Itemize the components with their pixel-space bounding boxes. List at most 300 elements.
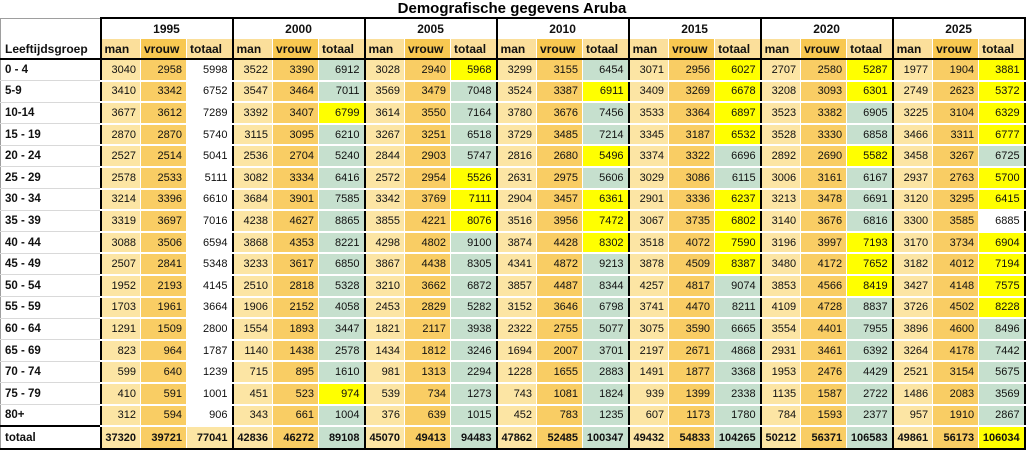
data-cell[interactable]: 2578: [319, 340, 365, 362]
data-cell[interactable]: 3554: [761, 318, 801, 340]
data-cell[interactable]: 3387: [537, 81, 583, 103]
data-cell[interactable]: 4868: [715, 340, 761, 362]
data-cell[interactable]: 3322: [669, 145, 715, 167]
data-cell[interactable]: 4341: [497, 253, 537, 275]
data-cell[interactable]: 3187: [669, 124, 715, 146]
data-cell[interactable]: 2322: [497, 318, 537, 340]
data-cell[interactable]: 2510: [233, 275, 273, 297]
col-header-vrouw-2005[interactable]: vrouw: [405, 39, 451, 59]
data-cell[interactable]: 3233: [233, 253, 273, 275]
data-cell[interactable]: 7194: [979, 253, 1025, 275]
data-cell[interactable]: 5240: [319, 145, 365, 167]
data-cell[interactable]: 743: [497, 383, 537, 405]
data-cell[interactable]: 7442: [979, 340, 1025, 362]
data-cell[interactable]: 6777: [979, 124, 1025, 146]
data-cell[interactable]: 7590: [715, 232, 761, 254]
data-cell[interactable]: 3769: [405, 189, 451, 211]
data-cell[interactable]: 2578: [101, 167, 141, 189]
data-cell[interactable]: 2818: [273, 275, 319, 297]
data-cell[interactable]: 7289: [187, 102, 233, 124]
data-cell[interactable]: 1313: [405, 361, 451, 383]
col-header-vrouw-2015[interactable]: vrouw: [669, 39, 715, 59]
data-cell[interactable]: 3550: [405, 102, 451, 124]
data-cell[interactable]: 3182: [893, 253, 933, 275]
data-cell[interactable]: 3251: [405, 124, 451, 146]
data-cell[interactable]: 2476: [801, 361, 847, 383]
data-cell[interactable]: 783: [537, 405, 583, 427]
data-cell[interactable]: 6678: [715, 81, 761, 103]
data-cell[interactable]: 3522: [233, 59, 273, 81]
data-cell[interactable]: 3161: [801, 167, 847, 189]
data-cell[interactable]: 1787: [187, 340, 233, 362]
data-cell[interactable]: 2931: [761, 340, 801, 362]
data-cell[interactable]: 3569: [979, 383, 1025, 405]
data-cell[interactable]: 957: [893, 405, 933, 427]
data-cell[interactable]: 3345: [629, 124, 669, 146]
data-cell[interactable]: 1910: [933, 405, 979, 427]
data-cell[interactable]: 410: [101, 383, 141, 405]
data-cell[interactable]: 5287: [847, 59, 893, 81]
data-cell[interactable]: 3447: [319, 318, 365, 340]
data-cell[interactable]: 7011: [319, 81, 365, 103]
data-cell[interactable]: 1486: [893, 383, 933, 405]
data-cell[interactable]: 3676: [801, 210, 847, 232]
data-cell[interactable]: 3392: [233, 102, 273, 124]
data-cell[interactable]: 3155: [537, 59, 583, 81]
data-cell[interactable]: 5077: [583, 318, 629, 340]
age-group-label[interactable]: 80+: [1, 405, 101, 427]
data-cell[interactable]: 3067: [629, 210, 669, 232]
data-cell[interactable]: 4257: [629, 275, 669, 297]
data-cell[interactable]: 3409: [629, 81, 669, 103]
data-cell[interactable]: 3104: [933, 102, 979, 124]
data-cell[interactable]: 7955: [847, 318, 893, 340]
data-cell[interactable]: 451: [233, 383, 273, 405]
data-cell[interactable]: 2623: [933, 81, 979, 103]
data-cell[interactable]: 343: [233, 405, 273, 427]
data-cell[interactable]: 2690: [801, 145, 847, 167]
data-cell[interactable]: 2870: [141, 124, 187, 146]
data-cell[interactable]: 3896: [893, 318, 933, 340]
data-cell[interactable]: 3382: [801, 102, 847, 124]
data-cell[interactable]: 8387: [715, 253, 761, 275]
year-header-2000[interactable]: 2000: [233, 18, 365, 39]
data-cell[interactable]: 6752: [187, 81, 233, 103]
year-header-2010[interactable]: 2010: [497, 18, 629, 39]
data-cell[interactable]: 1228: [497, 361, 537, 383]
col-header-man-1995[interactable]: man: [101, 39, 141, 59]
data-cell[interactable]: 6415: [979, 189, 1025, 211]
year-header-2015[interactable]: 2015: [629, 18, 761, 39]
data-cell[interactable]: 1821: [365, 318, 405, 340]
data-cell[interactable]: 5111: [187, 167, 233, 189]
data-cell[interactable]: 5675: [979, 361, 1025, 383]
data-cell[interactable]: 3299: [497, 59, 537, 81]
data-cell[interactable]: 3780: [497, 102, 537, 124]
col-header-man-2000[interactable]: man: [233, 39, 273, 59]
data-cell[interactable]: 8302: [583, 232, 629, 254]
data-cell[interactable]: 6691: [847, 189, 893, 211]
data-cell[interactable]: 1812: [405, 340, 451, 362]
data-cell[interactable]: 1877: [669, 361, 715, 383]
age-group-label[interactable]: 60 - 64: [1, 318, 101, 340]
data-cell[interactable]: 3330: [801, 124, 847, 146]
data-cell[interactable]: 6518: [451, 124, 497, 146]
data-cell[interactable]: 895: [273, 361, 319, 383]
data-cell[interactable]: 3466: [893, 124, 933, 146]
data-cell[interactable]: 4012: [933, 253, 979, 275]
data-cell[interactable]: 3140: [761, 210, 801, 232]
data-cell[interactable]: 6725: [979, 145, 1025, 167]
data-cell[interactable]: 3997: [801, 232, 847, 254]
data-cell[interactable]: 1977: [893, 59, 933, 81]
data-cell[interactable]: 2197: [629, 340, 669, 362]
col-header-vrouw-1995[interactable]: vrouw: [141, 39, 187, 59]
data-cell[interactable]: 4802: [405, 232, 451, 254]
data-cell[interactable]: 2867: [979, 405, 1025, 427]
col-header-totaal-2020[interactable]: totaal: [847, 39, 893, 59]
data-cell[interactable]: 4109: [761, 297, 801, 319]
col-header-vrouw-2025[interactable]: vrouw: [933, 39, 979, 59]
data-cell[interactable]: 1703: [101, 297, 141, 319]
data-cell[interactable]: 8419: [847, 275, 893, 297]
data-cell[interactable]: 594: [141, 405, 187, 427]
data-cell[interactable]: 3684: [233, 189, 273, 211]
data-cell[interactable]: 5582: [847, 145, 893, 167]
data-cell[interactable]: 4178: [933, 340, 979, 362]
data-cell[interactable]: 3071: [629, 59, 669, 81]
data-cell[interactable]: 599: [101, 361, 141, 383]
data-cell[interactable]: 964: [141, 340, 187, 362]
data-cell[interactable]: 1015: [451, 405, 497, 427]
data-cell[interactable]: 3734: [933, 232, 979, 254]
data-cell[interactable]: 39721: [141, 426, 187, 449]
data-cell[interactable]: 3410: [101, 81, 141, 103]
data-cell[interactable]: 3585: [933, 210, 979, 232]
data-cell[interactable]: 1001: [187, 383, 233, 405]
data-cell[interactable]: 3614: [365, 102, 405, 124]
data-cell[interactable]: 47862: [497, 426, 537, 449]
data-cell[interactable]: 3478: [801, 189, 847, 211]
data-cell[interactable]: 1291: [101, 318, 141, 340]
data-cell[interactable]: 906: [187, 405, 233, 427]
data-cell[interactable]: 2572: [365, 167, 405, 189]
data-cell[interactable]: 4438: [405, 253, 451, 275]
data-cell[interactable]: 6802: [715, 210, 761, 232]
data-cell[interactable]: 5740: [187, 124, 233, 146]
data-cell[interactable]: 3855: [365, 210, 405, 232]
data-cell[interactable]: 6911: [583, 81, 629, 103]
data-cell[interactable]: 6210: [319, 124, 365, 146]
data-cell[interactable]: 3088: [101, 232, 141, 254]
data-cell[interactable]: 661: [273, 405, 319, 427]
data-cell[interactable]: 1587: [801, 383, 847, 405]
data-cell[interactable]: 2117: [405, 318, 451, 340]
data-cell[interactable]: 2631: [497, 167, 537, 189]
data-cell[interactable]: 4429: [847, 361, 893, 383]
data-cell[interactable]: 1434: [365, 340, 405, 362]
data-cell[interactable]: 3364: [669, 102, 715, 124]
data-cell[interactable]: 3857: [497, 275, 537, 297]
data-cell[interactable]: 3485: [537, 124, 583, 146]
data-cell[interactable]: 2507: [101, 253, 141, 275]
data-cell[interactable]: 5998: [187, 59, 233, 81]
data-cell[interactable]: 3523: [761, 102, 801, 124]
data-cell[interactable]: 89108: [319, 426, 365, 449]
col-header-totaal-2005[interactable]: totaal: [451, 39, 497, 59]
data-cell[interactable]: 3154: [933, 361, 979, 383]
data-cell[interactable]: 1906: [233, 297, 273, 319]
data-cell[interactable]: 3533: [629, 102, 669, 124]
data-cell[interactable]: 3617: [273, 253, 319, 275]
data-cell[interactable]: 3082: [233, 167, 273, 189]
data-cell[interactable]: 54833: [669, 426, 715, 449]
data-cell[interactable]: 49413: [405, 426, 451, 449]
data-cell[interactable]: 6594: [187, 232, 233, 254]
data-cell[interactable]: 3569: [365, 81, 405, 103]
data-cell[interactable]: 1893: [273, 318, 319, 340]
data-cell[interactable]: 2763: [933, 167, 979, 189]
data-cell[interactable]: 1554: [233, 318, 273, 340]
col-header-man-2015[interactable]: man: [629, 39, 669, 59]
data-cell[interactable]: 2083: [933, 383, 979, 405]
data-cell[interactable]: 4502: [933, 297, 979, 319]
col-header-totaal-2010[interactable]: totaal: [583, 39, 629, 59]
data-cell[interactable]: 3427: [893, 275, 933, 297]
data-cell[interactable]: 3868: [233, 232, 273, 254]
data-cell[interactable]: 2152: [273, 297, 319, 319]
data-cell[interactable]: 2671: [669, 340, 715, 362]
data-cell[interactable]: 8076: [451, 210, 497, 232]
data-cell[interactable]: 2844: [365, 145, 405, 167]
age-group-label[interactable]: 35 - 39: [1, 210, 101, 232]
data-cell[interactable]: 3677: [101, 102, 141, 124]
data-cell[interactable]: 3518: [629, 232, 669, 254]
data-cell[interactable]: 8344: [583, 275, 629, 297]
data-cell[interactable]: 591: [141, 383, 187, 405]
data-cell[interactable]: 1904: [933, 59, 979, 81]
data-cell[interactable]: 3342: [141, 81, 187, 103]
col-header-man-2025[interactable]: man: [893, 39, 933, 59]
data-cell[interactable]: 6905: [847, 102, 893, 124]
data-cell[interactable]: 3374: [629, 145, 669, 167]
data-cell[interactable]: 2704: [273, 145, 319, 167]
data-cell[interactable]: 3336: [669, 189, 715, 211]
data-cell[interactable]: 1173: [669, 405, 715, 427]
data-cell[interactable]: 106583: [847, 426, 893, 449]
data-cell[interactable]: 2749: [893, 81, 933, 103]
age-group-label[interactable]: 20 - 24: [1, 145, 101, 167]
data-cell[interactable]: 4487: [537, 275, 583, 297]
data-cell[interactable]: 1438: [273, 340, 319, 362]
data-cell[interactable]: 3458: [893, 145, 933, 167]
data-cell[interactable]: 2958: [141, 59, 187, 81]
data-cell[interactable]: 5526: [451, 167, 497, 189]
age-group-label[interactable]: 15 - 19: [1, 124, 101, 146]
data-cell[interactable]: 3735: [669, 210, 715, 232]
data-cell[interactable]: 49861: [893, 426, 933, 449]
data-cell[interactable]: 2975: [537, 167, 583, 189]
data-cell[interactable]: 9100: [451, 232, 497, 254]
col-header-totaal-2025[interactable]: totaal: [979, 39, 1025, 59]
data-cell[interactable]: 1961: [141, 297, 187, 319]
data-cell[interactable]: 6904: [979, 232, 1025, 254]
data-cell[interactable]: 3208: [761, 81, 801, 103]
data-cell[interactable]: 4566: [801, 275, 847, 297]
data-cell[interactable]: 94483: [451, 426, 497, 449]
year-header-2025[interactable]: 2025: [893, 18, 1025, 39]
data-cell[interactable]: 6115: [715, 167, 761, 189]
data-cell[interactable]: 6799: [319, 102, 365, 124]
data-cell[interactable]: 45070: [365, 426, 405, 449]
data-cell[interactable]: 50212: [761, 426, 801, 449]
data-cell[interactable]: 1004: [319, 405, 365, 427]
data-cell[interactable]: 2829: [405, 297, 451, 319]
data-cell[interactable]: 823: [101, 340, 141, 362]
data-cell[interactable]: 4298: [365, 232, 405, 254]
data-cell[interactable]: 6329: [979, 102, 1025, 124]
data-cell[interactable]: 639: [405, 405, 451, 427]
age-group-label[interactable]: 25 - 29: [1, 167, 101, 189]
data-cell[interactable]: 7111: [451, 189, 497, 211]
data-cell[interactable]: 6361: [583, 189, 629, 211]
data-cell[interactable]: 7193: [847, 232, 893, 254]
data-cell[interactable]: 6897: [715, 102, 761, 124]
data-cell[interactable]: 3878: [629, 253, 669, 275]
data-cell[interactable]: 6610: [187, 189, 233, 211]
data-cell[interactable]: 2954: [405, 167, 451, 189]
data-cell[interactable]: 3213: [761, 189, 801, 211]
data-cell[interactable]: 3267: [933, 145, 979, 167]
data-cell[interactable]: 8305: [451, 253, 497, 275]
data-cell[interactable]: 6416: [319, 167, 365, 189]
data-cell[interactable]: 3461: [801, 340, 847, 362]
data-cell[interactable]: 1655: [537, 361, 583, 383]
age-group-label[interactable]: 0 - 4: [1, 59, 101, 81]
data-cell[interactable]: 4145: [187, 275, 233, 297]
data-cell[interactable]: 3300: [893, 210, 933, 232]
data-cell[interactable]: 4353: [273, 232, 319, 254]
corner-cell[interactable]: [1, 18, 101, 39]
data-cell[interactable]: 1610: [319, 361, 365, 383]
age-group-label[interactable]: 65 - 69: [1, 340, 101, 362]
data-cell[interactable]: 8496: [979, 318, 1025, 340]
data-cell[interactable]: 1952: [101, 275, 141, 297]
data-cell[interactable]: 1509: [141, 318, 187, 340]
data-cell[interactable]: 4428: [537, 232, 583, 254]
data-cell[interactable]: 3319: [101, 210, 141, 232]
data-cell[interactable]: 1491: [629, 361, 669, 383]
total-row-label[interactable]: totaal: [1, 426, 101, 449]
data-cell[interactable]: 3028: [365, 59, 405, 81]
data-cell[interactable]: 3528: [761, 124, 801, 146]
data-cell[interactable]: 2904: [497, 189, 537, 211]
age-group-label[interactable]: 5-9: [1, 81, 101, 103]
data-cell[interactable]: 7456: [583, 102, 629, 124]
data-cell[interactable]: 5606: [583, 167, 629, 189]
data-cell[interactable]: 3170: [893, 232, 933, 254]
data-cell[interactable]: 3547: [233, 81, 273, 103]
data-cell[interactable]: 981: [365, 361, 405, 383]
data-cell[interactable]: 2956: [669, 59, 715, 81]
data-cell[interactable]: 7016: [187, 210, 233, 232]
data-cell[interactable]: 2755: [537, 318, 583, 340]
data-cell[interactable]: 3095: [273, 124, 319, 146]
data-cell[interactable]: 2521: [893, 361, 933, 383]
data-cell[interactable]: 3956: [537, 210, 583, 232]
data-cell[interactable]: 3701: [583, 340, 629, 362]
data-cell[interactable]: 2870: [101, 124, 141, 146]
data-cell[interactable]: 3874: [497, 232, 537, 254]
col-header-vrouw-2010[interactable]: vrouw: [537, 39, 583, 59]
data-cell[interactable]: 3040: [101, 59, 141, 81]
data-cell[interactable]: 2816: [497, 145, 537, 167]
data-cell[interactable]: 3368: [715, 361, 761, 383]
data-cell[interactable]: 9074: [715, 275, 761, 297]
row-header-label[interactable]: Leeftijdsgroep: [1, 39, 101, 59]
age-group-label[interactable]: 55 - 59: [1, 297, 101, 319]
data-cell[interactable]: 6885: [979, 210, 1025, 232]
data-cell[interactable]: 3881: [979, 59, 1025, 81]
data-cell[interactable]: 8211: [715, 297, 761, 319]
data-cell[interactable]: 3516: [497, 210, 537, 232]
data-cell[interactable]: 37320: [101, 426, 141, 449]
data-cell[interactable]: 5496: [583, 145, 629, 167]
data-cell[interactable]: 539: [365, 383, 405, 405]
data-cell[interactable]: 3225: [893, 102, 933, 124]
data-cell[interactable]: 7164: [451, 102, 497, 124]
age-group-label[interactable]: 30 - 34: [1, 189, 101, 211]
data-cell[interactable]: 8228: [979, 297, 1025, 319]
data-cell[interactable]: 1593: [801, 405, 847, 427]
col-header-man-2020[interactable]: man: [761, 39, 801, 59]
col-header-man-2010[interactable]: man: [497, 39, 537, 59]
data-cell[interactable]: 3867: [365, 253, 405, 275]
data-cell[interactable]: 3264: [893, 340, 933, 362]
data-cell[interactable]: 3646: [537, 297, 583, 319]
data-cell[interactable]: 3938: [451, 318, 497, 340]
data-cell[interactable]: 77041: [187, 426, 233, 449]
data-cell[interactable]: 3396: [141, 189, 187, 211]
data-cell[interactable]: 1399: [669, 383, 715, 405]
data-cell[interactable]: 2294: [451, 361, 497, 383]
data-cell[interactable]: 2533: [141, 167, 187, 189]
data-cell[interactable]: 6872: [451, 275, 497, 297]
data-cell[interactable]: 6392: [847, 340, 893, 362]
data-cell[interactable]: 6858: [847, 124, 893, 146]
data-cell[interactable]: 5328: [319, 275, 365, 297]
data-cell[interactable]: 6798: [583, 297, 629, 319]
data-cell[interactable]: 3479: [405, 81, 451, 103]
col-header-totaal-2015[interactable]: totaal: [715, 39, 761, 59]
data-cell[interactable]: 2883: [583, 361, 629, 383]
data-cell[interactable]: 939: [629, 383, 669, 405]
data-cell[interactable]: 8865: [319, 210, 365, 232]
data-cell[interactable]: 3210: [365, 275, 405, 297]
data-cell[interactable]: 3115: [233, 124, 273, 146]
data-cell[interactable]: 3334: [273, 167, 319, 189]
data-cell[interactable]: 607: [629, 405, 669, 427]
data-cell[interactable]: 3676: [537, 102, 583, 124]
data-cell[interactable]: 104265: [715, 426, 761, 449]
data-cell[interactable]: 3006: [761, 167, 801, 189]
data-cell[interactable]: 4600: [933, 318, 979, 340]
data-cell[interactable]: 4401: [801, 318, 847, 340]
data-cell[interactable]: 2901: [629, 189, 669, 211]
data-cell[interactable]: 2937: [893, 167, 933, 189]
data-cell[interactable]: 4872: [537, 253, 583, 275]
data-cell[interactable]: 3464: [273, 81, 319, 103]
